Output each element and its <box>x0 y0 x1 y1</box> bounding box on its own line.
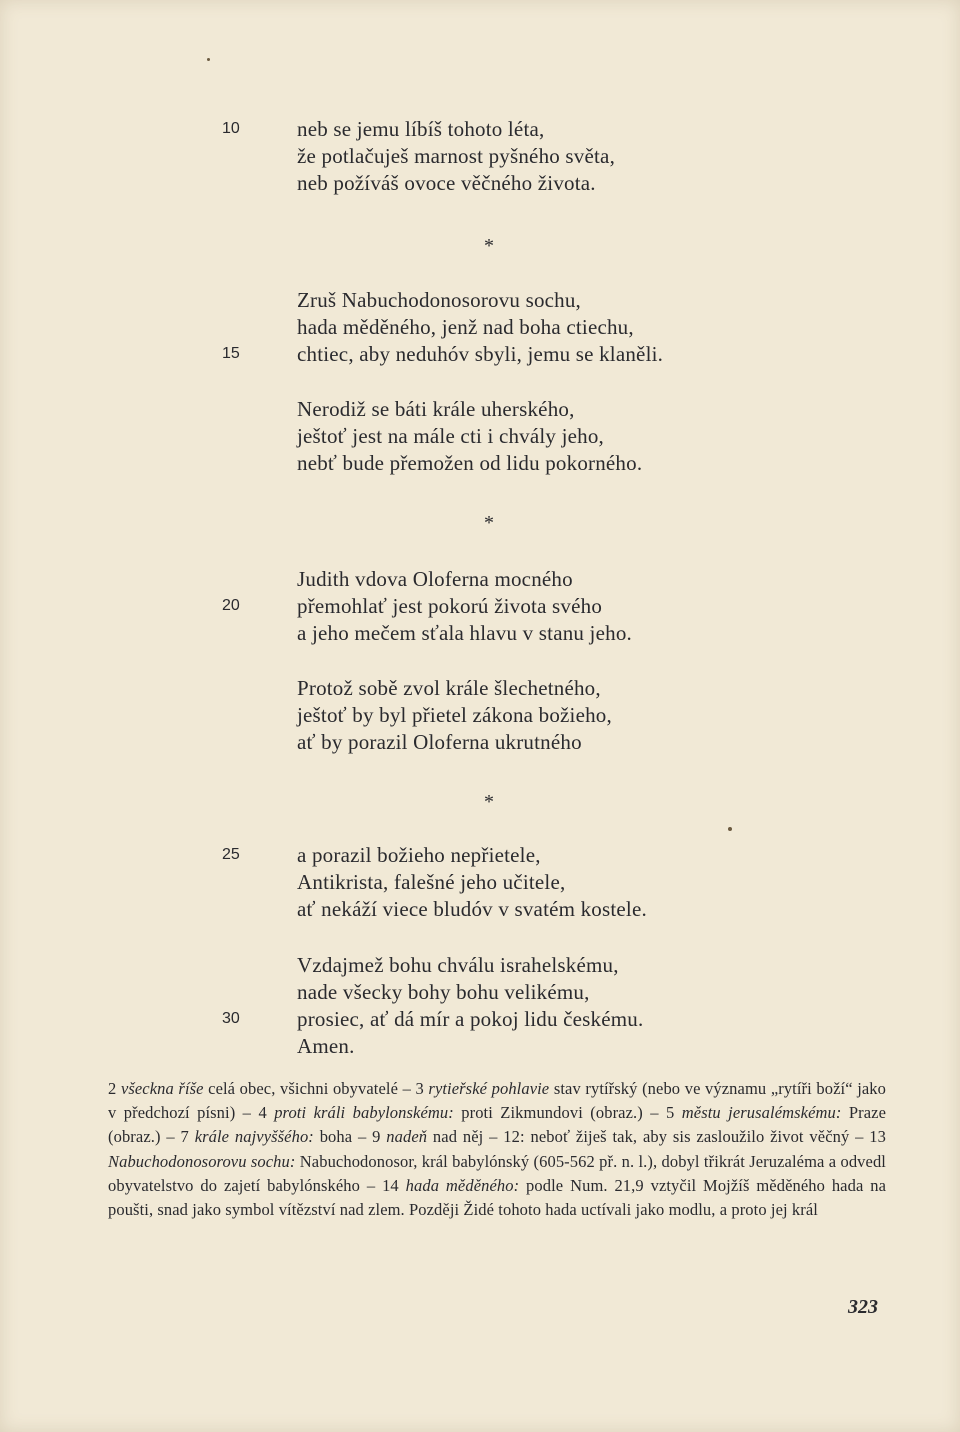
footnote-text: celá obec, všichni obyvatelé – 3 <box>203 1079 429 1098</box>
verse-line: Amen. <box>297 1034 355 1058</box>
line-number: 30 <box>222 1010 240 1027</box>
verse-line: ještoť jest na mále cti i chvály jeho, <box>297 424 604 448</box>
footnotes-paragraph <box>108 1077 886 1222</box>
section-asterisk: * <box>484 235 494 257</box>
footnote-lemma: městu jerusalémskému: <box>681 1103 842 1123</box>
verse-line: ať by porazil Oloferna ukrutného <box>297 730 582 754</box>
verse-line: neb se jemu líbíš tohoto léta, <box>297 117 545 141</box>
line-number: 15 <box>222 345 240 362</box>
verse-line: neb požíváš ovoce věčného života. <box>297 171 596 195</box>
line-number: 25 <box>222 846 240 863</box>
verse-line: přemohlať jest pokorú života svého <box>297 594 603 618</box>
footnote-text: boha – 9 <box>313 1127 387 1147</box>
verse-line: ať nekáží viece bludóv v svatém kostele. <box>297 897 647 921</box>
footnote-lemma: všeckna říše <box>120 1079 204 1098</box>
verse-line: prosiec, ať dá mír a pokoj lidu českému. <box>297 1007 644 1031</box>
section-asterisk: * <box>484 512 494 534</box>
footnote-text: Praze (obraz.) – 7 <box>108 1103 887 1147</box>
footnote-text: podle Num. 21,9 vztyčil Mojžíš měděného hada na poušti, snad jako symbol vítězství nad zlem. Později Židé tohoto hada uctívali jako modlu, a proto jej král <box>108 1175 887 1220</box>
footnote-text: proti Zikmundovi (obraz.) – 5 <box>453 1103 682 1123</box>
section-asterisk: * <box>484 791 494 813</box>
verse-line: a jeho mečem sťala hlavu v stanu jeho. <box>297 621 632 645</box>
footnote-lemma: nadeň <box>386 1127 428 1147</box>
footnote-lemma: Nabuchodonosorovu sochu: <box>108 1151 296 1171</box>
verse-line: Vzdajmež bohu chválu israhelskému, <box>297 953 619 977</box>
verse-line: hada měděného, jenž nad boha ctiechu, <box>297 315 634 339</box>
paper-speck <box>728 827 732 831</box>
verse-line: nade všecky bohy bohu velikému, <box>297 980 590 1004</box>
verse-line: Judith vdova Oloferna mocného <box>297 567 573 591</box>
footnote-text: nad něj – 12: neboť žiješ tak, aby sis zasloužilo život věčný – 13 <box>427 1127 886 1147</box>
verse-line: Zruš Nabuchodonosorovu sochu, <box>297 288 582 312</box>
paper-speck <box>207 58 210 61</box>
verse-line: chtiec, aby neduhóv sbyli, jemu se klaněli. <box>297 342 664 366</box>
line-number: 10 <box>222 120 240 137</box>
verse-line: a porazil božieho nepřietele, <box>297 843 541 867</box>
footnote-lemma: krále najvyššého: <box>194 1127 314 1147</box>
verse-line: ještoť by byl přietel zákona božieho, <box>297 703 612 727</box>
line-number: 20 <box>222 597 240 614</box>
verse-line: že potlačuješ marnost pyšného světa, <box>297 144 616 168</box>
verse-line: nebť bude přemožen od lidu pokorného. <box>297 451 643 475</box>
footnote-text: Nabuchodonosor, král babylónský (605-562 př. n. l.), dobyl třikrát Jeruzaléma a odvedl obyvatelstvo do zajetí babylónského – 14 <box>108 1151 886 1195</box>
footnotes <box>108 1077 886 1222</box>
verse-line: Protož sobě zvol krále šlechetného, <box>297 676 601 700</box>
page-number: 323 <box>848 1296 878 1318</box>
footnote-lemma: rytieřské pohlavie <box>428 1079 550 1098</box>
verse-line: Antikrista, falešné jeho učitele, <box>297 870 566 894</box>
footnote-lemma: hada měděného: <box>405 1175 520 1195</box>
footnote-text: 2 <box>108 1079 121 1098</box>
verse-line: Nerodiž se báti krále uherského, <box>297 397 575 421</box>
footnote-text: stav rytířský (nebo ve významu „rytíři boží“ jako v předchozí písni) – 4 <box>108 1079 887 1123</box>
footnote-lemma: proti králi babylonskému: <box>274 1103 454 1123</box>
